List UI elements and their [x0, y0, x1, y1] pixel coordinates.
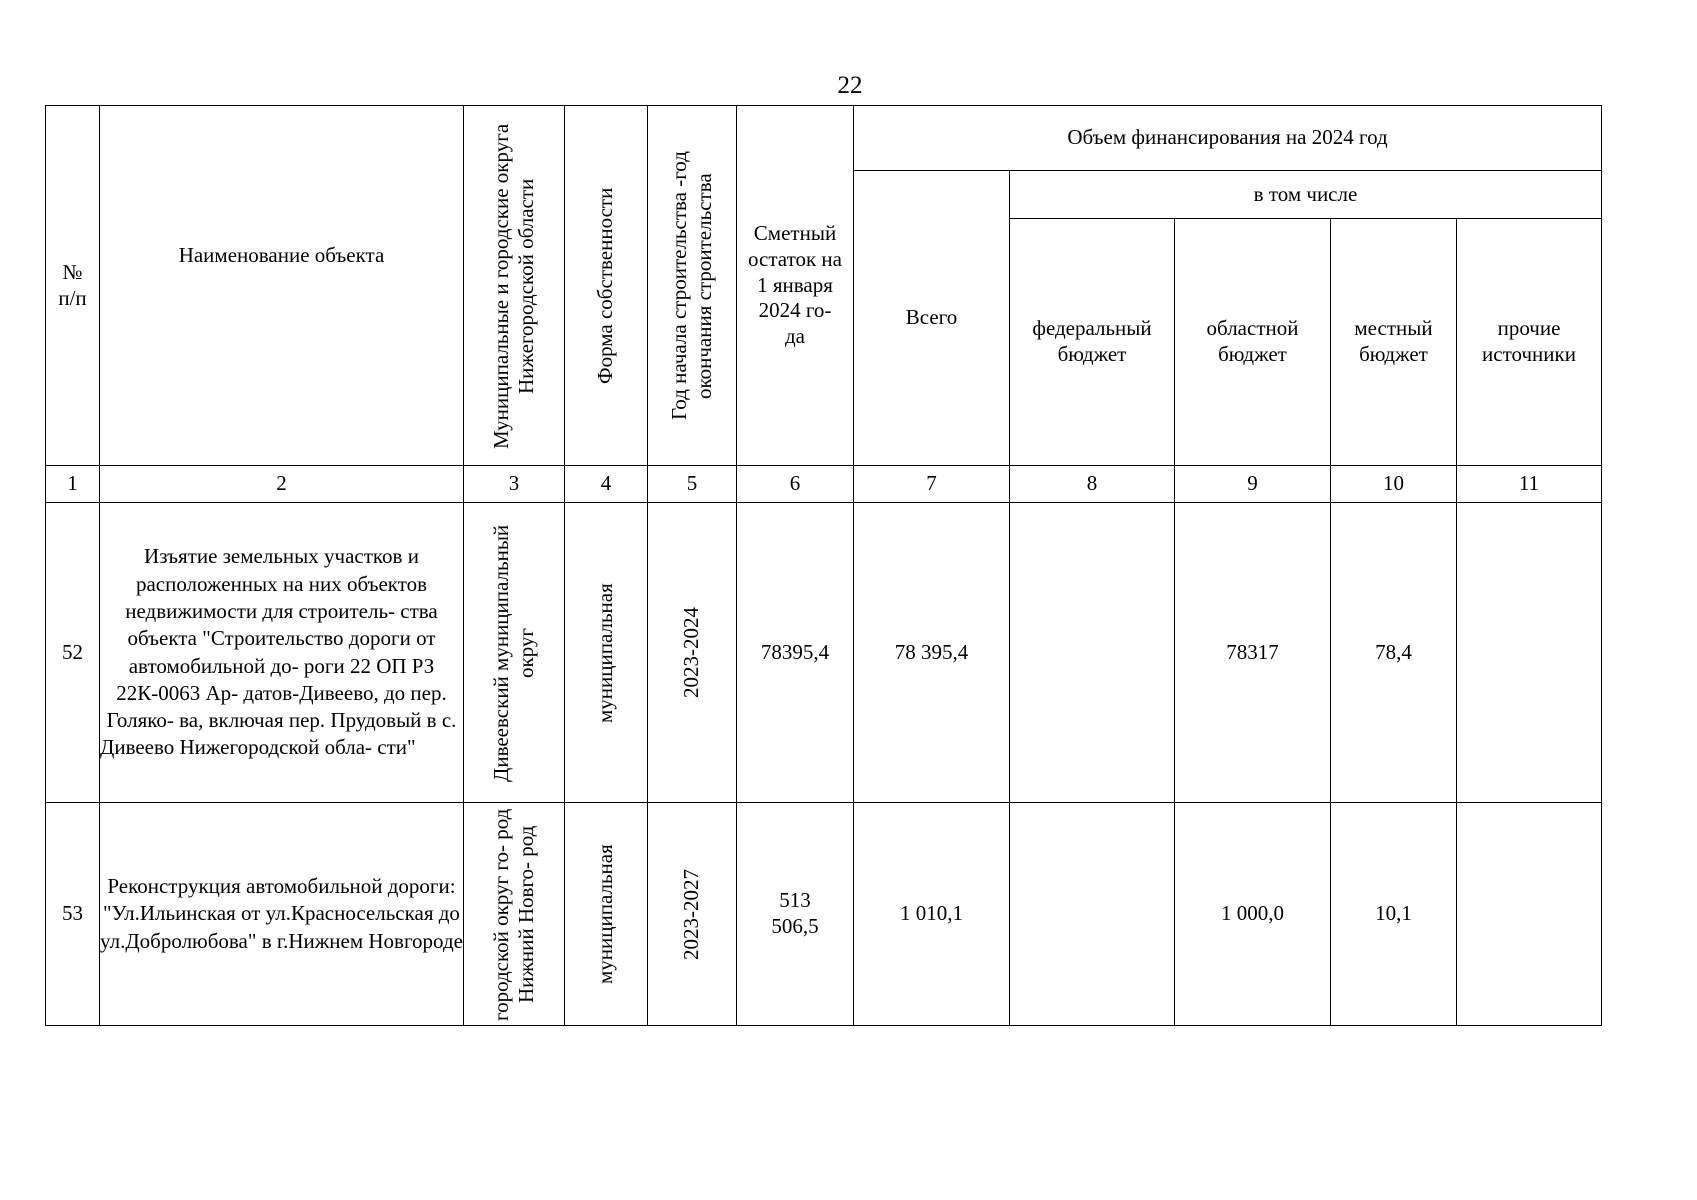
row-local: 78,4 [1331, 503, 1457, 803]
row-years [648, 803, 737, 1026]
row-federal [1010, 803, 1175, 1026]
row-regional: 1 000,0 [1175, 803, 1331, 1026]
header-ownership-text: Форма собственности [593, 187, 618, 384]
page-number: 22 [837, 72, 863, 99]
header-row-1 [46, 106, 1602, 171]
financing-table [45, 105, 1602, 1026]
row-ownership-text: муниципальная [593, 844, 618, 984]
column-number: 4 [565, 466, 648, 503]
header-ownership [565, 106, 648, 466]
header-other-text: прочие источники [1482, 316, 1576, 366]
row-ownership-text: муниципальная [593, 582, 618, 723]
row-regional: 78317 [1175, 503, 1331, 803]
header-other [1457, 219, 1602, 466]
row-name: Изъятие земельных участков и расположенных на них объектов недвижимости для строитель- ства объекта "Строительство дороги от автомобильной до- роги 22 ОП РЗ 22К-0063 Ар- датов-Дивеево, до пер. Голяко- ва, включая пер. Прудовый в с. Дивеево Нижегородской обла- сти" [100, 503, 464, 803]
row-estimate: 78395,4 [737, 503, 854, 803]
row-municipality [464, 503, 565, 803]
row-num: 53 [46, 803, 100, 1026]
header-federal-text: федеральный бюджет [1032, 316, 1152, 366]
column-number: 7 [854, 466, 1010, 503]
row-municipality-text: городской округ го- род Нижний Новго- род [488, 807, 538, 1021]
header-years [648, 106, 737, 466]
header-municipality [464, 106, 565, 466]
column-number: 10 [1331, 466, 1457, 503]
row-years [648, 503, 737, 803]
row-estimate [737, 803, 854, 1026]
row-other [1457, 803, 1602, 1026]
row-years-text: 2023-2027 [679, 868, 704, 960]
row-local: 10,1 [1331, 803, 1457, 1026]
column-number: 9 [1175, 466, 1331, 503]
column-number: 6 [737, 466, 854, 503]
header-estimate [737, 106, 854, 466]
row-num: 52 [46, 503, 100, 803]
header-local [1331, 219, 1457, 466]
header-including-text: в том числе [1253, 181, 1358, 206]
table-row [46, 503, 1602, 803]
header-num [46, 106, 100, 466]
row-total: 1 010,1 [854, 803, 1010, 1026]
header-municipality-text: Муниципальные и городские округа Нижегородской области [488, 122, 538, 449]
column-number: 8 [1010, 466, 1175, 503]
header-regional-text: областной бюджет [1206, 316, 1299, 366]
row-federal [1010, 503, 1175, 803]
column-number: 2 [100, 466, 464, 503]
column-number: 3 [464, 466, 565, 503]
header-federal [1010, 219, 1175, 466]
header-years-text: Год начала строительства -год окончания строительства [666, 151, 716, 420]
column-number: 11 [1457, 466, 1602, 503]
table-row [46, 803, 1602, 1026]
header-num-text: № п/п [58, 259, 87, 310]
row-ownership [565, 803, 648, 1026]
row-municipality [464, 803, 565, 1026]
row-municipality-text: Дивеевский муниципальный округ [488, 523, 538, 782]
row-estimate-text: 513 506,5 [771, 888, 819, 938]
header-funding-group-text: Объем финансирования на 2024 год [1067, 125, 1388, 150]
column-number: 1 [46, 466, 100, 503]
header-including [1010, 171, 1602, 219]
header-name-text: Наименование объекта [178, 242, 385, 267]
header-estimate-text: Сметный остаток на 1 января 2024 го- да [748, 221, 842, 348]
column-number: 5 [648, 466, 737, 503]
row-years-text: 2023-2024 [679, 607, 704, 698]
header-total [854, 171, 1010, 466]
header-funding-group [854, 106, 1602, 171]
header-total-text: Всего [905, 305, 958, 330]
row-total: 78 395,4 [854, 503, 1010, 803]
row-name: Реконструкция автомобильной дороги: "Ул.Ильинская от ул.Красносельская до ул.Добролюбова" в г.Нижнем Новгороде [100, 803, 464, 1026]
row-other [1457, 503, 1602, 803]
column-number-row [46, 466, 1602, 503]
header-regional [1175, 219, 1331, 466]
header-local-text: местный бюджет [1354, 316, 1433, 366]
header-name [100, 106, 464, 466]
row-ownership [565, 503, 648, 803]
